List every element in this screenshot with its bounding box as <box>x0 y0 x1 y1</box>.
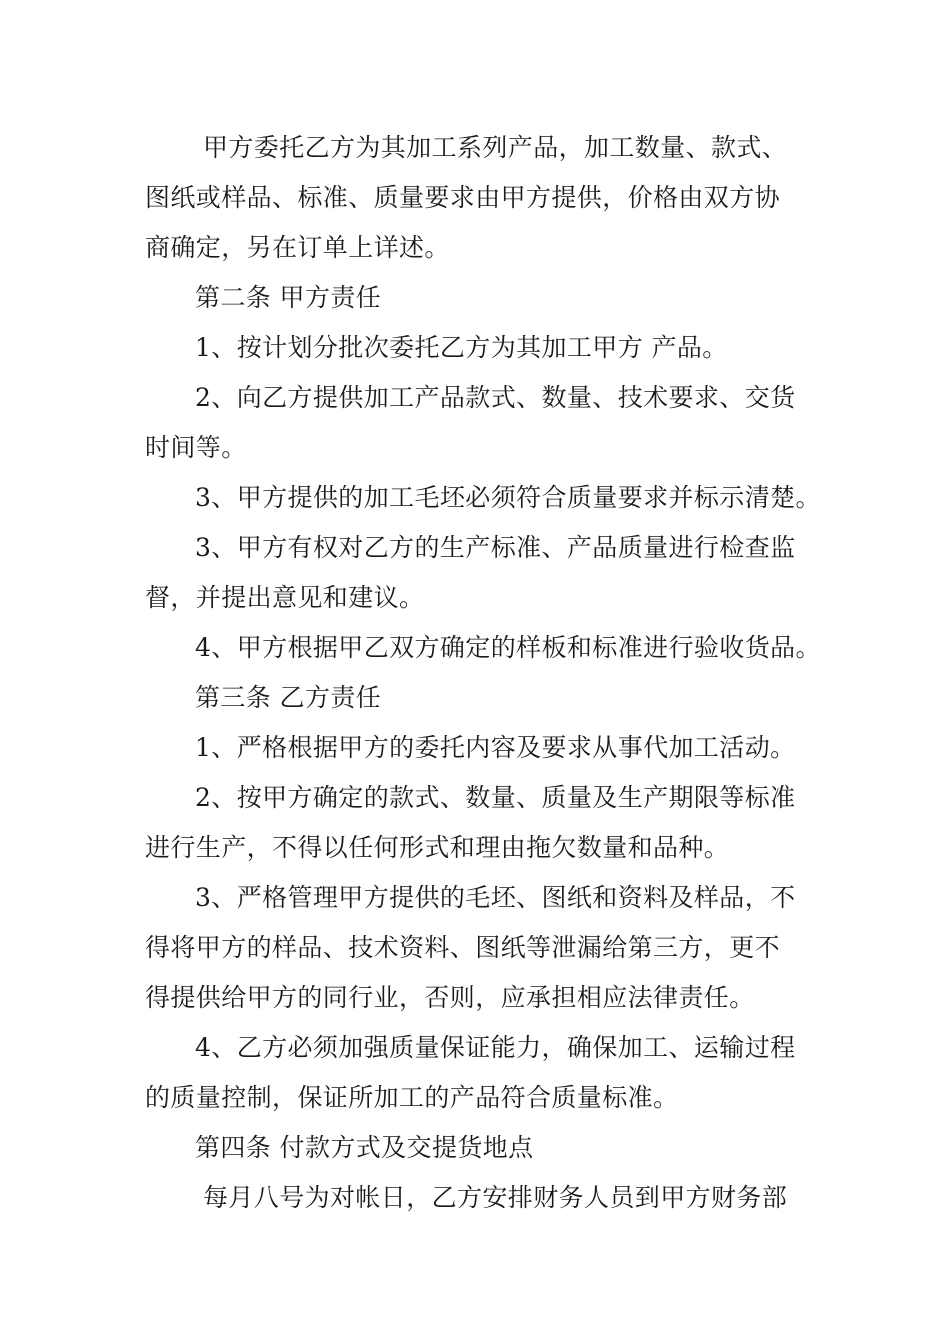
text-line: 每月八号为对帐日，乙方安排财务人员到甲方财务部 <box>203 1183 788 1212</box>
text-line: 图纸或样品、标准、质量要求由甲方提供，价格由双方协 <box>145 183 781 212</box>
text-line: 进行生产，不得以任何形式和理由拖欠数量和品种。 <box>145 833 730 862</box>
text-line: 2、向乙方提供加工产品款式、数量、技术要求、交货 <box>195 383 796 412</box>
text-line: 4、甲方根据甲乙双方确定的样板和标准进行验收货品。 <box>195 633 821 662</box>
text-line: 3、甲方有权对乙方的生产标准、产品质量进行检查监 <box>195 533 796 562</box>
text-line: 1、严格根据甲方的委托内容及要求从事代加工活动。 <box>195 733 796 762</box>
text-line: 商确定，另在订单上详述。 <box>145 233 450 262</box>
text-line: 3、严格管理甲方提供的毛坯、图纸和资料及样品，不 <box>195 883 796 912</box>
text-line: 得将甲方的样品、技术资料、图纸等泄漏给第三方，更不 <box>145 933 781 962</box>
section-heading: 第三条 乙方责任 <box>195 683 382 712</box>
text-line: 2、按甲方确定的款式、数量、质量及生产期限等标准 <box>195 783 796 812</box>
text-line: 时间等。 <box>145 433 247 462</box>
text-line: 4、乙方必须加强质量保证能力，确保加工、运输过程 <box>195 1033 796 1062</box>
text-line: 督，并提出意见和建议。 <box>145 583 425 612</box>
text-line: 甲方委托乙方为其加工系列产品，加工数量、款式、 <box>203 133 788 162</box>
text-line: 3、甲方提供的加工毛坯必须符合质量要求并标示清楚。 <box>195 483 821 512</box>
text-line: 的质量控制，保证所加工的产品符合质量标准。 <box>145 1083 679 1112</box>
text-line: 得提供给甲方的同行业，否则，应承担相应法律责任。 <box>145 983 755 1012</box>
section-heading: 第二条 甲方责任 <box>195 283 382 312</box>
section-heading: 第四条 付款方式及交提货地点 <box>195 1133 534 1162</box>
text-line: 1、按计划分批次委托乙方为其加工甲方 产品。 <box>195 333 728 362</box>
